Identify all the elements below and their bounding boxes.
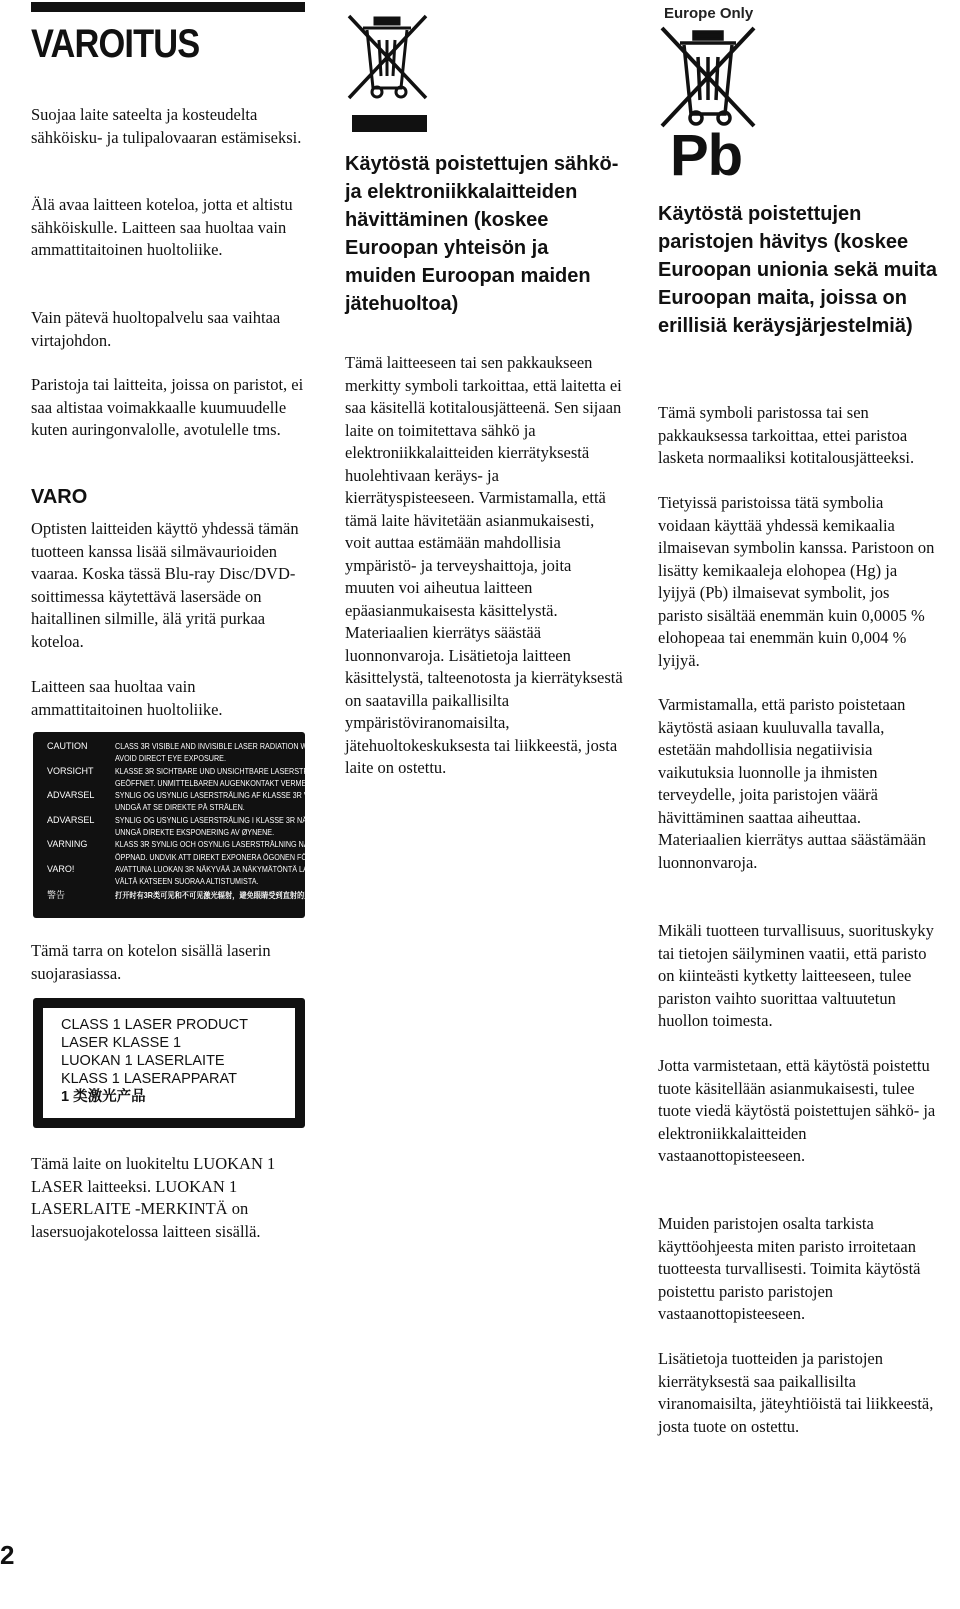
crossed-bin-icon xyxy=(658,24,758,130)
caution-label-row xyxy=(47,765,363,777)
caution-label-row xyxy=(47,839,369,850)
laser-caution-label xyxy=(33,732,371,918)
weee-body: Tämä laitteeseen tai sen pakkaukseen merkitty symboli tarkoittaa, että laitetta ei saa käsitellä kotitalousjätteenä. Sen sijaan laite on toimitettava sähkö ja elektroniikkalaitteiden kierrätyksestä huolehtivaan keräys- ja kierrätyspisteeseen. Varmistamalla, että tämä laite hävitetään asianmukaisesti, voit auttaa estämään mahdollisia ympäristö- ja terveyshaittoja, joita muuten voi aiheutua laitteen epäasianmukaisesta käsittelystä. Materiaalien kierrätys säästää luonnonvaroja. Lisätietoja laitteen käsittelystä, talteenotosta ja kierrätyksestä on saatavilla paikallisilta ympäristöviranomaisilta, jätehuoltokeskuksesta tai liikkeestä, josta laite on ostettu. xyxy=(345,353,623,777)
caution-label-text: UNDGÅ AT SE DIREKTE PÅ STRÅLEN. xyxy=(115,803,245,813)
caution-label-text: 打开时有3R类可见和不可见激光辐射，避免眼睛受到直射的照射 xyxy=(115,891,319,901)
caution-label-key: CAUTION xyxy=(47,741,88,751)
caution-label-row xyxy=(47,754,297,764)
caution-label-key: ADVARSEL xyxy=(47,790,95,801)
paragraph-power-cord: Vain pätevä huoltopalvelu saa vaihtaa virtajohdon. xyxy=(31,308,281,350)
caution-label-text: KLASS 3R SYNLIG OCH OSYNLIG LASERSTRÅLNING NÄR DENNA DEL ÄR xyxy=(115,840,369,850)
paragraph-moisture: Suojaa laite sateelta ja kosteudelta sähköisku- ja tulipalovaaran estämiseksi. xyxy=(31,105,302,147)
caution-label-key xyxy=(47,803,115,813)
paragraph-service: Laitteen saa huoltaa vain ammattitaitoinen huoltoliike. xyxy=(31,677,223,719)
weee-bar xyxy=(352,115,427,132)
caution-label-row xyxy=(47,877,297,887)
caution-label-row xyxy=(47,890,319,901)
caution-label-row xyxy=(47,852,368,863)
paragraph-class1: Tämä laite on luokiteltu LUOKAN 1 LASER laitteeksi. LUOKAN 1 LASERLAITE -MERKINTÄ on lasersuojakotelossa laitteen sisällä. xyxy=(31,1154,276,1241)
page-title: VAROITUS xyxy=(31,22,200,66)
caution-label-row xyxy=(47,803,297,813)
crossed-bin-icon xyxy=(345,12,430,102)
battery-p6: Muiden paristojen osalta tarkista käyttöohjeesta miten paristo irroitetaan tuotteesta turvallisesti. Toimita käytöstä poistettu paristo paristojen vastaanottopisteeseen. xyxy=(658,1214,921,1323)
battery-p5: Jotta varmistetaan, että käytöstä poistettu tuote käsitellään asianmukaisesti, tulee tuote viedä käytöstä poistettujen sähkö- ja elektroniikkalaitteiden vastaanottopisteeseen. xyxy=(658,1056,936,1165)
title-rule xyxy=(31,2,305,12)
paragraph-batteries-heat: Paristoja tai laitteita, joissa on paristot, ei saa altistaa voimakkaalle kuumuudelle kuten auringonvalolle, avotulelle tms. xyxy=(31,375,304,439)
caution-label-row xyxy=(47,814,371,826)
caution-label-row xyxy=(47,778,326,789)
caution-label-text: SYNLIG OG USYNLIG LASERSTRÅLING AF KLASSE 3R VED ÅBNING. xyxy=(115,791,351,801)
battery-heading: Käytöstä poistettujen paristojen hävitys (koskee Euroopan unionia sekä muita Euroopan maita, joissa on erillisiä keräysjärjestelmiä) xyxy=(658,203,937,337)
paragraph-label-location: Tämä tarra on kotelon sisällä laserin suojarasiassa. xyxy=(31,941,271,983)
caution-label-key xyxy=(47,853,115,863)
battery-p3: Varmistamalla, että paristo poistetaan käytöstä asiaan kuuluvalla tavalla, estetään mahdollisia negatiivisia vaikutuksia luonnolle ja ihmisten terveydelle, joita paristojen väärä hävittäminen saattaa aiheuttaa. Materiaalien kierrätys auttaa säästämään luonnonvaroja. xyxy=(658,695,926,872)
class1-line: KLASS 1 LASERAPPARAT xyxy=(61,1071,237,1087)
caution-label-key: VORSICHT xyxy=(47,765,94,776)
caution-label-key xyxy=(47,877,115,887)
caution-label-text: GEÖFFNET. UNMITTELBAREN AUGENKONTAKT VERMEIDEN. xyxy=(115,778,326,788)
battery-p2: Tietyissä paristoissa tätä symbolia voidaan käyttää yhdessä kemikaalia ilmaisevan symbolin kanssa. Paristoon on lisätty kemikaaleja elohopea (Hg) ja lyijyä (Pb) ilmaisevat symbolit, jos paristo sisältää enemmän kuin 0,0005 % elohopeaa tai enemmän kuin 0,004 % lyijyä. xyxy=(658,493,935,670)
caution-label-text: ÖPPNAD. UNDVIK ATT DIREKT EXPONERA ÖGONEN FÖR STRÅLNINGEN. xyxy=(115,852,368,862)
caution-label-text: VÄLTÄ KATSEEN SUORAA ALTISTUMISTA. xyxy=(115,877,259,887)
caution-label-text: AVATTUNA LUOKAN 3R NÄKYVÄÄ JA NÄKYMÄTÖNTÄ LASERSÄTEILYÄ. xyxy=(115,864,359,874)
class1-line: LASER KLASSE 1 xyxy=(61,1035,182,1051)
paragraph-enclosure: Älä avaa laitteen koteloa, jotta et altistu sähköiskulle. Laitteen saa huoltaa vain ammattitaitoinen huoltoliike. xyxy=(31,195,293,259)
caution-label-key: VARO! xyxy=(47,863,75,874)
caution-label-key xyxy=(47,779,115,789)
caution-label-row xyxy=(47,790,351,801)
class1-line: 1 类激光产品 xyxy=(61,1089,146,1105)
caution-label-row xyxy=(47,828,297,838)
class1-line: LUOKAN 1 LASERLAITE xyxy=(61,1053,225,1069)
varo-heading: VARO xyxy=(31,486,88,508)
caution-label-key: VARNING xyxy=(47,839,88,850)
battery-p4: Mikäli tuotteen turvallisuus, suorituskyky tai tietojen säilyminen vaatii, että paristo on kiinteästi kytketty laitteeseen, tulee pariston vaihto suorittaa valtuutetun huollon toimesta. xyxy=(658,921,934,1030)
battery-p1: Tämä symboli paristossa tai sen pakkauksessa tarkoittaa, ettei paristoa lasketa normaaliksi kotitalousjätteeksi. xyxy=(658,403,915,467)
battery-p7: Lisätietoja tuotteiden ja paristojen kierrätyksestä saa paikallisilta viranomaisilta, jäteyhtiöistä tai liikkeestä, josta tuote on ostettu. xyxy=(658,1349,934,1436)
caution-label-row xyxy=(47,741,347,752)
caution-label-text: UNNGÅ DIREKTE EKSPONERING AV ØYNENE. xyxy=(115,828,275,838)
caution-label-key: 警告 xyxy=(47,890,66,901)
caution-label-key xyxy=(47,828,115,838)
caution-label-text: KLASSE 3R SICHTBARE UND UNSICHTBARE LASERSTRAHLUNG WENN xyxy=(115,766,363,776)
page-number: 2 xyxy=(0,1540,15,1570)
caution-label-text: SYNLIG OG USYNLIG LASERSTRÅLING I KLASSE 3R NÅR DEKSEL ÅPNES. xyxy=(115,815,371,825)
caution-label-text: CLASS 3R VISIBLE AND INVISIBLE LASER RADIATION WHEN OPEN. xyxy=(115,742,347,751)
lead-symbol: Pb xyxy=(670,123,743,188)
class1-line: CLASS 1 LASER PRODUCT xyxy=(61,1017,248,1033)
weee-heading: Käytöstä poistettujen sähkö- ja elektroniikkalaitteiden hävittäminen (koskee Euroopan yhteisön ja muiden Euroopan maiden jätehuoltoa) xyxy=(345,153,619,315)
caution-label-text: AVOID DIRECT EYE EXPOSURE. xyxy=(115,754,226,764)
caution-label-row xyxy=(47,863,359,875)
paragraph-optical: Optisten laitteiden käyttö yhdessä tämän tuotteen kanssa lisää silmävaurioiden vaaraa. Koska tässä Blu-ray Disc/DVD-soittimessa käytettävä lasersäde on haitallinen silmille, älä yritä purkaa koteloa. xyxy=(31,519,299,651)
caution-label-key xyxy=(47,754,115,764)
europe-only-label: Europe Only xyxy=(664,5,754,22)
class1-laser-label xyxy=(33,998,305,1128)
caution-label-key: ADVARSEL xyxy=(47,814,95,825)
